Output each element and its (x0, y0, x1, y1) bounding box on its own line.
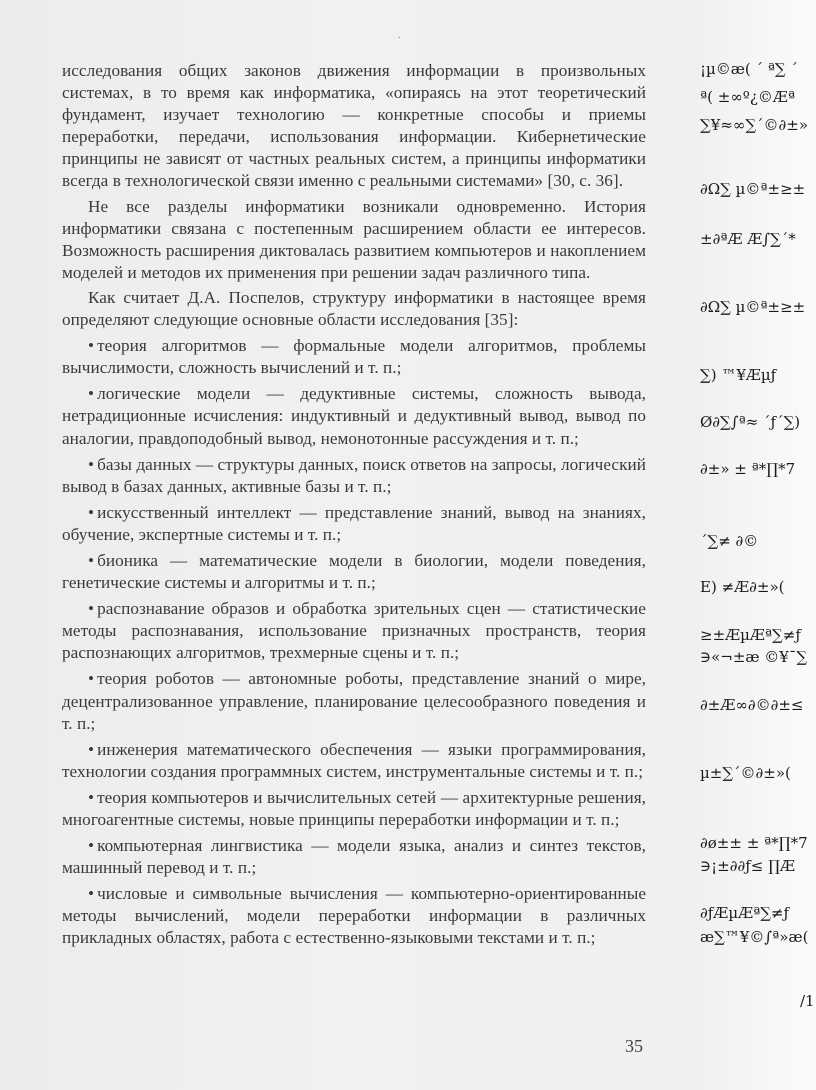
page-number: 35 (625, 1036, 643, 1056)
bullet-icon: • (88, 550, 95, 570)
side-line: ∑) ™¥Æµƒ (700, 366, 777, 384)
main-text-column (62, 60, 646, 950)
list-item (62, 550, 646, 594)
paragraph: Как считает Д.А. Поспелов, структуру информатики в настоящее время определяют следующие основные области исследования [35]: (62, 287, 646, 330)
bullet-icon: • (88, 836, 95, 856)
bullet-icon: • (88, 884, 95, 904)
list-item (62, 598, 646, 664)
bullet-icon: • (88, 384, 95, 404)
side-line: ∂ø±± ± ª*∏*7 (700, 834, 808, 852)
bullet-icon: • (88, 502, 95, 522)
list-item (62, 883, 646, 949)
list-item (62, 668, 646, 734)
list-item (62, 454, 646, 498)
list-item (62, 383, 646, 449)
bullet-icon: • (88, 739, 95, 759)
paragraph: Не все разделы информатики возникали одновременно. История информатики связана с постепенным расширением области ее интересов. Возможность расширения диктовалась развитием компьютеров и накоплением моделей и методов их применения при решении задач различного типа. (62, 196, 646, 282)
side-line: ∂ƒÆµÆª∑≠ƒ (700, 904, 790, 922)
bullet-icon: • (88, 669, 95, 689)
garbled-side-column (700, 0, 816, 1090)
list-item-text: теория роботов — автономные роботы, представление знаний о мире, децентрализованное управление, планирование целесообразного поведения и т. п.; (62, 669, 646, 733)
side-line: ∂Ω∑ µ©ª±≥± (700, 298, 806, 316)
side-line: ≥±ÆµÆª∑≠ƒ (700, 626, 801, 644)
side-line: ∑¥≈∞∑´©∂±» (700, 116, 809, 134)
side-line: ∂±» ± ª*∏*7 (700, 460, 796, 478)
list-item-text: компьютерная лингвистика — модели языка, анализ и синтез текстов, машинный перевод и т. п.; (62, 836, 646, 878)
list-item (62, 502, 646, 546)
list-item (62, 787, 646, 831)
side-line: ∋«¬±æ ©¥¯∑ (700, 648, 808, 666)
bullet-icon: • (88, 336, 95, 356)
list-item (62, 335, 646, 379)
side-line: ´∑≠ ∂© (700, 532, 759, 550)
side-line: ∋¡±∂∂ƒ≤ ∏Æ (700, 857, 796, 875)
bullet-icon: • (88, 454, 95, 474)
side-line: æ∑™¥©∫ª»æ( (700, 928, 809, 946)
list-item (62, 835, 646, 879)
list-item-text: базы данных — структуры данных, поиск ответов на запросы, логический вывод в базах данных, активные базы и т. п.; (62, 454, 646, 496)
bullet-icon: • (88, 599, 95, 619)
list-item-text: логические модели — дедуктивные системы, сложность вывода, нетрадиционные исчисления: индуктивный и дедуктивный вывод, вывод по аналогии, правдоподобный вывод, немонотонные рассуждения и т. п.; (62, 384, 646, 448)
side-line: ¡µ©æ( ´ ª∑ ´ (700, 60, 798, 78)
side-line: ª( ±∞º¿©Æª (700, 88, 796, 106)
top-mark: . (398, 30, 401, 41)
side-line: µ±∑´©∂±»( (700, 764, 791, 782)
list-item-text: искусственный интеллект — представление знаний, вывод на знаниях, обучение, экспертные системы и т. п.; (62, 502, 646, 544)
bullet-icon: • (88, 787, 95, 807)
side-line: ±∂ªÆ Æ∫∑´* (700, 230, 796, 248)
list-item-text: числовые и символьные вычисления — компьютерно-ориентированные методы вычислений, модели переработки информации в различных прикладных областях, работа с естественно-языковыми текстами и т. п.; (62, 884, 646, 948)
side-line: ∂±Æ∞∂©∂±≤ (700, 696, 804, 714)
list-item-text: теория компьютеров и вычислительных сетей — архитектурные решения, многоагентные системы, новые принципы переработки информации и т. п.; (62, 787, 646, 829)
list-item-text: распознавание образов и обработка зрительных сцен — статистические методы распознавания, использование призначных пространств, теория распознающих алгоритмов, трехмерные сцены и т. п.; (62, 599, 646, 663)
side-line: Ø∂∑∫ª≈ ´ƒ´∑) (700, 413, 801, 431)
side-line: /1 (800, 992, 815, 1010)
side-line: E) ≠Æ∂±»( (700, 578, 785, 596)
list-item (62, 739, 646, 783)
list-item-text: теория алгоритмов — формальные модели алгоритмов, проблемы вычислимости, сложность вычислений и т. п.; (62, 336, 646, 378)
side-line: ∂Ω∑ µ©ª±≥± (700, 180, 806, 198)
list-item-text: инженерия математического обеспечения — языки программирования, технологии создания программных систем, инструментальные системы и т. п.; (62, 739, 646, 781)
list-item-text: бионика — математические модели в биологии, модели поведения, генетические системы и алгоритмы и т. п.; (62, 550, 646, 593)
paragraph: исследования общих законов движения информации в произвольных системах, в то время как информатика, «опираясь на этот теоретический фундамент, изучает технологию — конкретные способы и приемы переработки, передачи, использования информации. Кибернетические принципы не зависят от частных реальных систем, а принципы информатики всегда в технологической связи именно с реальными системами» [30, с. 36]. (62, 61, 646, 191)
